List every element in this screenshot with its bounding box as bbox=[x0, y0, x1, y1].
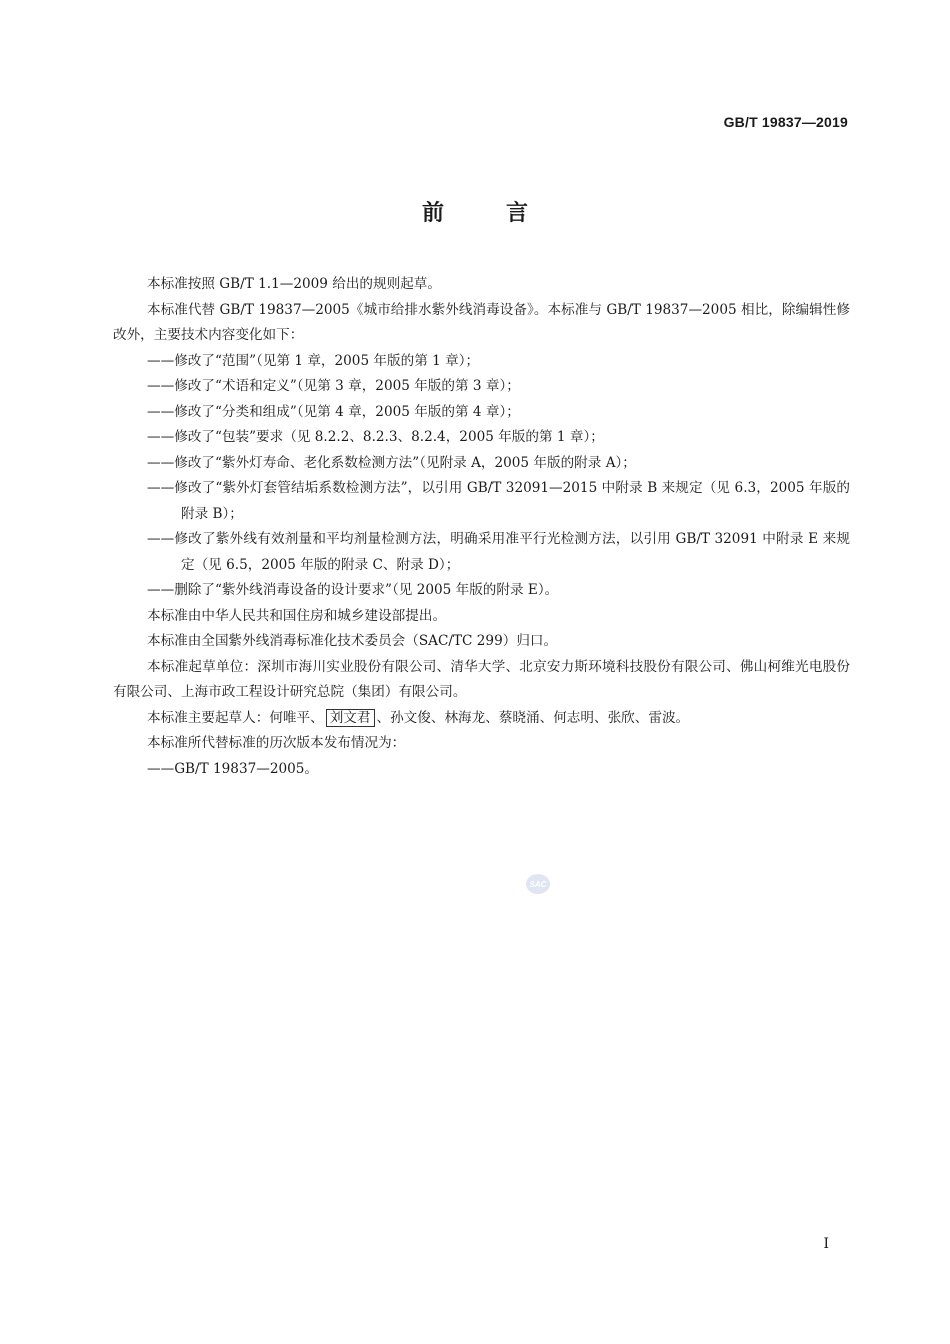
list-item: ——修改了紫外线有效剂量和平均剂量检测方法，明确采用准平行光检测方法，以引用 GB/T 32091 中附录 E 来规定（见 6.5，2005 年版的附录 C、附录 D）； bbox=[147, 531, 850, 573]
paragraph-drafting-rules: 本标准按照 GB/T 1.1—2009 给出的规则起草。 bbox=[147, 276, 441, 292]
list-item: ——修改了“范围”（见第 1 章，2005 年版的第 1 章）； bbox=[147, 352, 480, 369]
changes-list bbox=[113, 349, 850, 604]
list-item: ——修改了“分类和组成”（见第 4 章，2005 年版的第 4 章）； bbox=[147, 403, 520, 420]
list-item: ——修改了“紫外灯套管结垢系数检测方法”，以引用 GB/T 32091—2015 中附录 B 来规定（见 6.3，2005 年版的附录 B）； bbox=[147, 480, 850, 522]
page-title: 前言 bbox=[421, 201, 590, 226]
document-body bbox=[113, 272, 850, 782]
paragraph-administered-by: 本标准由全国紫外线消毒标准化技术委员会（SAC/TC 299）归口。 bbox=[147, 633, 558, 649]
list-item: ——删除了“紫外线消毒设备的设计要求”（见 2005 年版的附录 E）。 bbox=[147, 582, 559, 598]
standard-code: GB/T 19837—2019 bbox=[723, 114, 848, 130]
paragraph-proposed-by: 本标准由中华人民共和国住房和城乡建设部提出。 bbox=[147, 607, 447, 624]
page-number: I bbox=[823, 1236, 829, 1252]
boxed-drafter-name: 刘文君 bbox=[326, 709, 375, 727]
paragraph-replaces: 本标准代替 GB/T 19837—2005《城市给排水紫外线消毒设备》。本标准与 GB/T 19837—2005 相比，除编辑性修改外，主要技术内容变化如下： bbox=[113, 301, 850, 343]
sac-watermark-logo: SAC bbox=[526, 874, 550, 894]
list-item: ——修改了“包装”要求（见 8.2.2、8.2.3、8.2.4，2005 年版的第 1 章）； bbox=[147, 429, 604, 445]
list-item: ——GB/T 19837—2005。 bbox=[147, 760, 319, 777]
paragraph-history-intro: 本标准所代替标准的历次版本发布情况为： bbox=[147, 735, 406, 751]
list-item: ——修改了“术语和定义”（见第 3 章，2005 年版的第 3 章）； bbox=[147, 378, 520, 394]
drafters-prefix: 本标准主要起草人：何唯平、 bbox=[147, 709, 324, 726]
history-list bbox=[113, 757, 850, 783]
paragraph-drafting-units: 本标准起草单位：深圳市海川实业股份有限公司、清华大学、北京安力斯环境科技股份有限公司、佛山柯维光电股份有限公司、上海市政工程设计研究总院（集团）有限公司。 bbox=[113, 658, 850, 700]
drafters-suffix: 、孙文俊、林海龙、蔡晓涌、何志明、张欣、雷波。 bbox=[376, 709, 690, 726]
paragraph-drafters bbox=[113, 706, 850, 732]
list-item: ——修改了“紫外灯寿命、老化系数检测方法”（见附录 A，2005 年版的附录 A）； bbox=[147, 454, 636, 471]
